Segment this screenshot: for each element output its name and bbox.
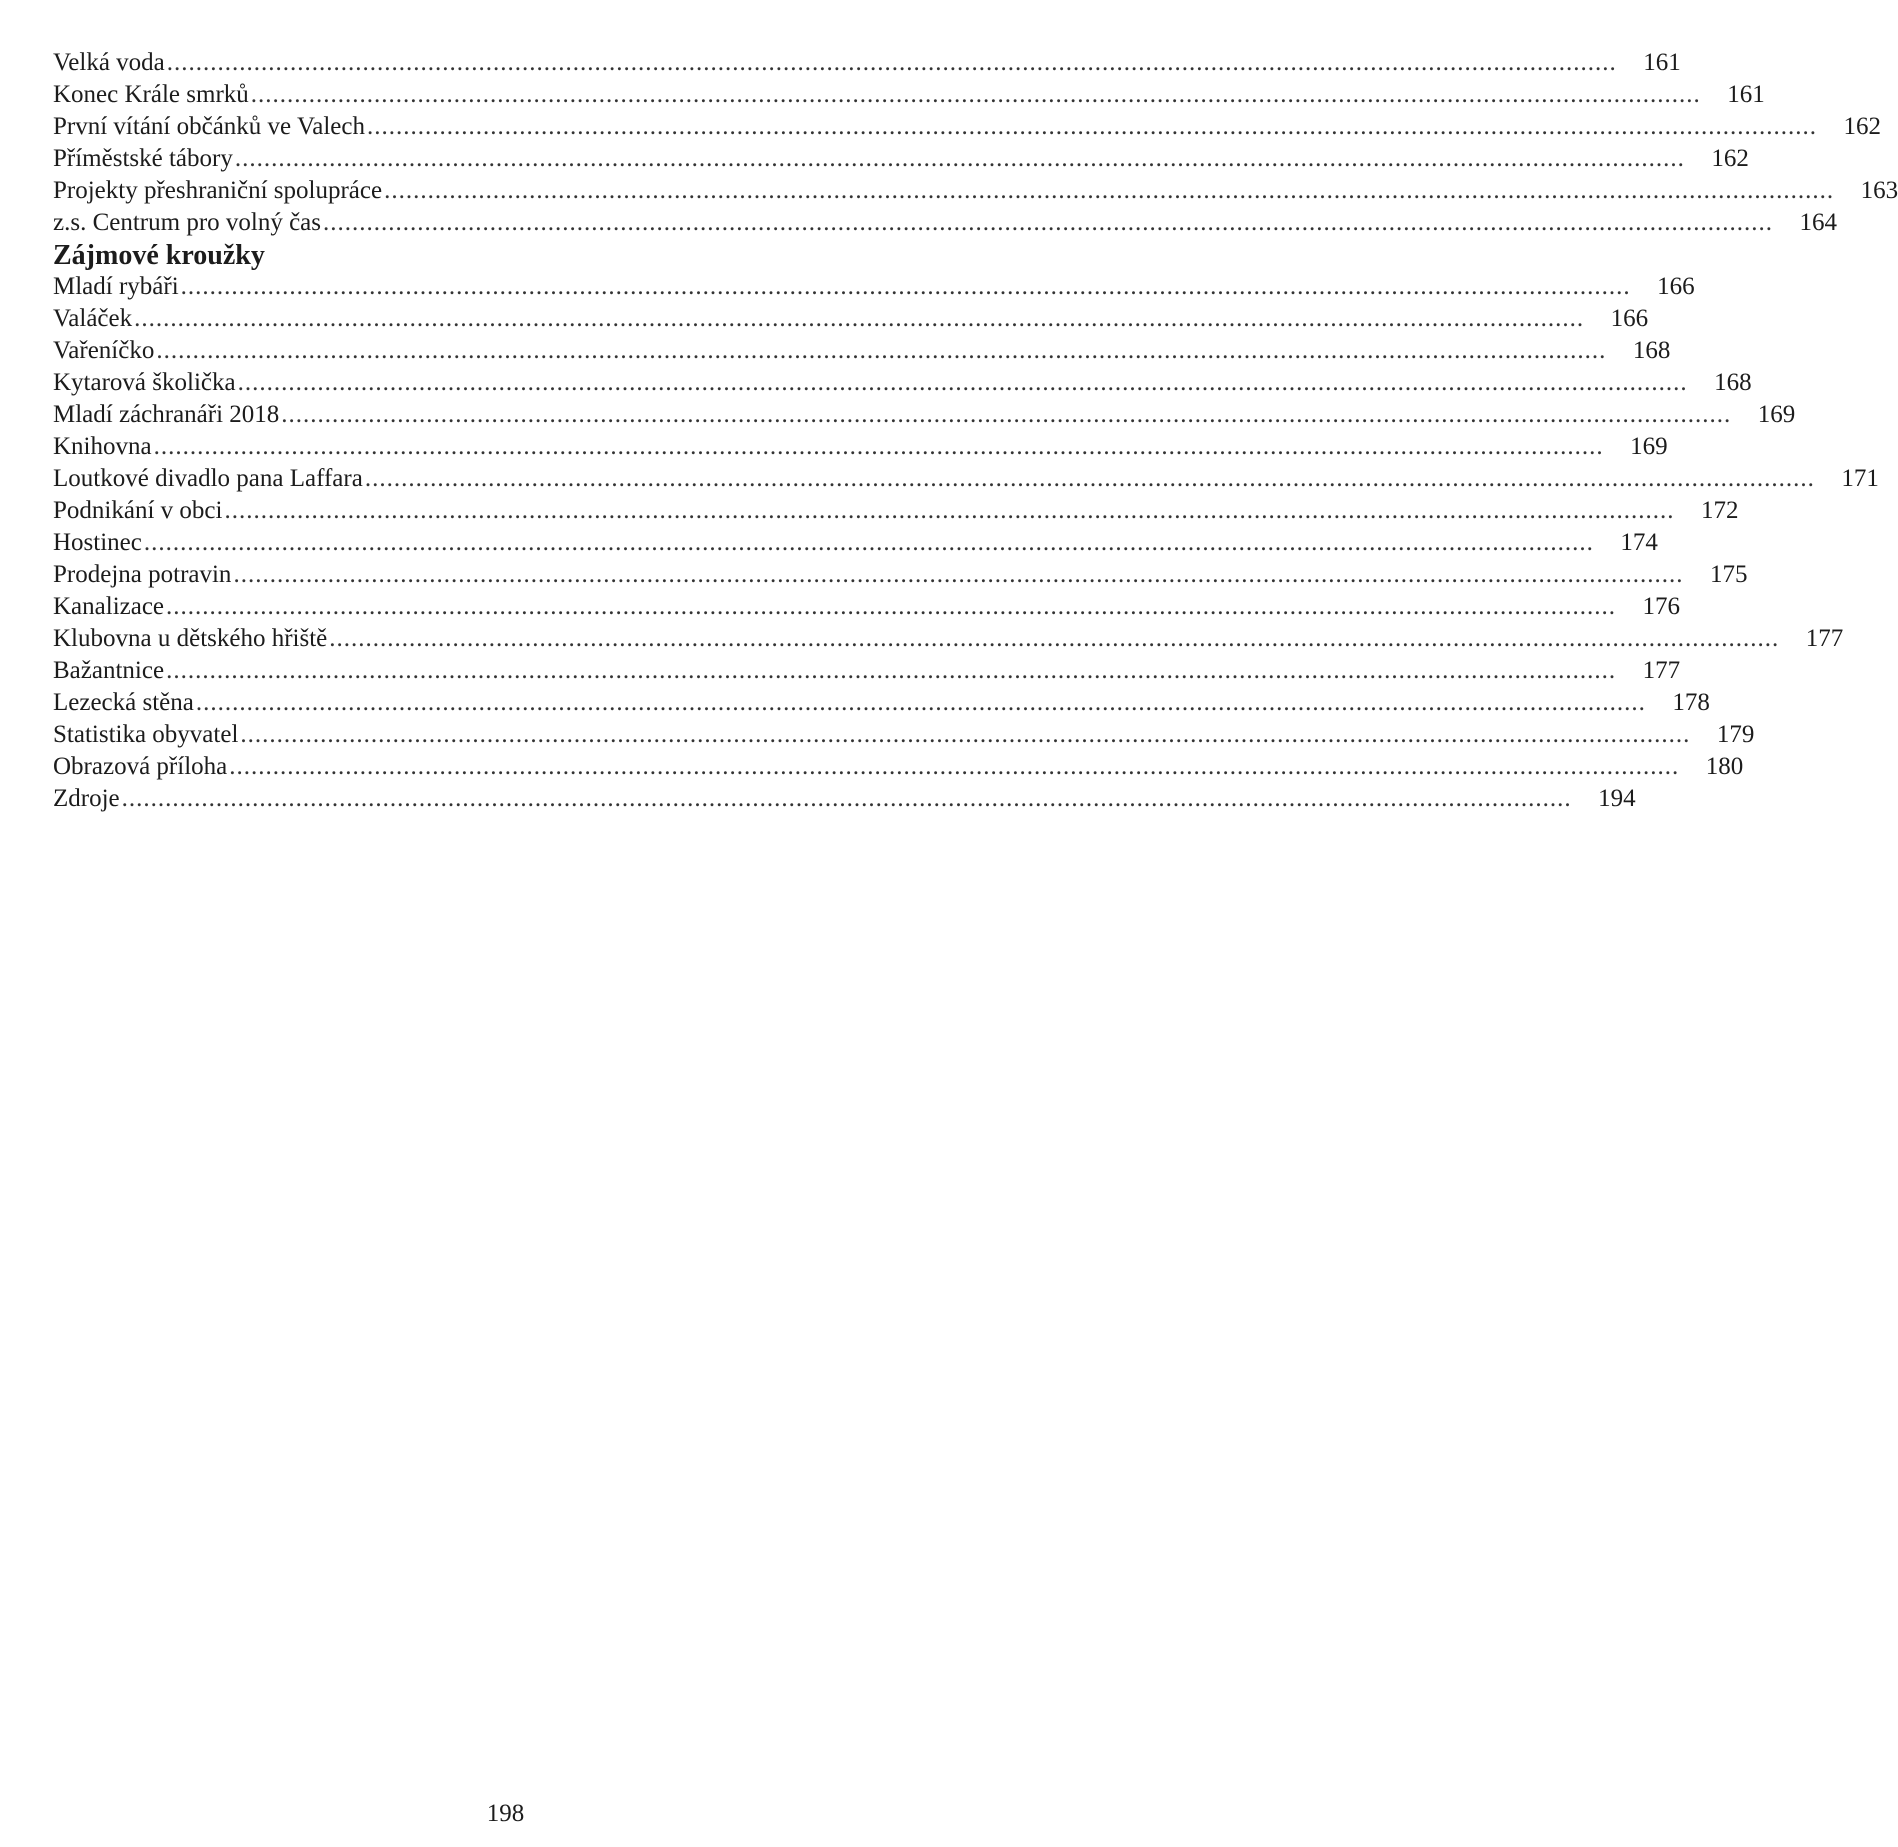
toc-entry — [53, 335, 1671, 367]
toc-entry-page: 164 — [1799, 209, 1838, 236]
toc-entry-page: 175 — [1709, 561, 1748, 588]
toc-entry-title: z.s. Centrum pro volný čas — [53, 209, 322, 236]
toc-entry — [53, 207, 1838, 239]
toc-entry — [53, 559, 1748, 591]
dot-leader: ........................................................................................................................................................................................................ — [234, 145, 1685, 172]
toc-entry-title: Knihovna — [53, 433, 152, 460]
toc-entry — [53, 175, 1898, 207]
dot-leader: ........................................................................................................................................................................................................ — [195, 689, 1646, 716]
toc-entry-title: Lezecká stěna — [53, 689, 194, 716]
dot-leader: ........................................................................................................................................................................................................ — [166, 593, 1617, 620]
page-number: 198 — [486, 1800, 525, 1827]
dot-leader: ........................................................................................................................................................................................................ — [166, 657, 1617, 684]
toc-entry-page: 177 — [1805, 625, 1844, 652]
toc-entry — [53, 495, 1739, 527]
dot-leader: ........................................................................................................................................................................................................ — [180, 273, 1631, 300]
toc-entry-page: 166 — [1657, 273, 1695, 300]
toc-entry-page: 174 — [1620, 529, 1658, 556]
toc-entry-page: 194 — [1598, 785, 1636, 812]
toc-entry — [53, 143, 1749, 175]
toc-entry — [53, 431, 1668, 463]
toc-entry-title: Klubovna u dětského hřiště — [53, 625, 328, 652]
toc-entry — [53, 751, 1744, 783]
toc-entry-title: Projekty přeshraniční spolupráce — [53, 177, 383, 204]
toc-entry-title: Loutkové divadlo pana Laffara — [53, 465, 363, 492]
toc-entry — [53, 303, 1649, 335]
toc-entry — [53, 463, 1879, 495]
table-of-contents — [53, 47, 1898, 815]
dot-leader: ........................................................................................................................................................................................................ — [364, 465, 1815, 492]
toc-entry-title: Příměstské tábory — [53, 145, 233, 172]
toc-entry — [53, 591, 1681, 623]
toc-entry-page: 161 — [1643, 49, 1681, 76]
toc-entry-page: 162 — [1843, 113, 1881, 140]
toc-entry-page: 172 — [1700, 497, 1739, 524]
toc-entry — [53, 79, 1765, 111]
toc-entry-page: 162 — [1711, 145, 1749, 172]
toc-entry — [53, 783, 1636, 815]
dot-leader: ........................................................................................................................................................................................................ — [281, 401, 1732, 428]
dot-leader: ........................................................................................................................................................................................................ — [233, 561, 1684, 588]
toc-entry — [53, 399, 1796, 431]
toc-entry-title: Valáček — [53, 305, 133, 332]
toc-entry-page: 166 — [1610, 305, 1649, 332]
toc-entry-page: 169 — [1757, 401, 1796, 428]
dot-leader: ........................................................................................................................................................................................................ — [229, 753, 1680, 780]
toc-entry-title: Vařeníčko — [53, 337, 155, 364]
dot-leader: ........................................................................................................................................................................................................ — [153, 433, 1604, 460]
toc-entry — [53, 271, 1695, 303]
toc-entry — [53, 47, 1681, 79]
dot-leader: ........................................................................................................................................................................................................ — [156, 337, 1607, 364]
toc-entry — [53, 623, 1844, 655]
toc-entry-page: 171 — [1841, 465, 1879, 492]
toc-entry-title: Zdroje — [53, 785, 120, 812]
toc-entry-page: 179 — [1716, 721, 1755, 748]
dot-leader: ........................................................................................................................................................................................................ — [240, 721, 1691, 748]
toc-entry-title: Statistika obyvatel — [53, 721, 239, 748]
toc-entry-page: 169 — [1630, 433, 1668, 460]
toc-entry-title: Prodejna potravin — [53, 561, 232, 588]
toc-entry-page: 176 — [1642, 593, 1681, 620]
toc-entry — [53, 719, 1755, 751]
dot-leader: ........................................................................................................................................................................................................ — [329, 625, 1780, 652]
toc-entry — [53, 367, 1752, 399]
toc-entry — [53, 655, 1681, 687]
dot-leader: ........................................................................................................................................................................................................ — [143, 529, 1594, 556]
toc-entry-page: 161 — [1727, 81, 1765, 108]
toc-entry-page: 178 — [1672, 689, 1710, 716]
toc-entry-title: Velká voda — [53, 49, 165, 76]
toc-entry-title: Konec Krále smrků — [53, 81, 249, 108]
toc-entry-title: Bažantnice — [53, 657, 165, 684]
section-heading: Zájmové kroužky — [53, 240, 265, 271]
dot-leader: ........................................................................................................................................................................................................ — [166, 49, 1617, 76]
toc-entry-title: Mladí záchranáři 2018 — [53, 401, 280, 428]
toc-entry-title: Obrazová příloha — [53, 753, 228, 780]
dot-leader: ........................................................................................................................................................................................................ — [323, 209, 1774, 236]
toc-entry-page: 163 — [1860, 177, 1898, 204]
toc-entry-title: Kytarová školička — [53, 369, 236, 396]
dot-leader: ........................................................................................................................................................................................................ — [384, 177, 1835, 204]
toc-entry-title: Podnikání v obci — [53, 497, 223, 524]
toc-entry — [53, 687, 1710, 719]
dot-leader: ........................................................................................................................................................................................................ — [134, 305, 1585, 332]
dot-leader: ........................................................................................................................................................................................................ — [121, 785, 1572, 812]
toc-entry-title: Kanalizace — [53, 593, 165, 620]
toc-entry-page: 180 — [1705, 753, 1744, 780]
toc-entry-title: Hostinec — [53, 529, 142, 556]
dot-leader: ........................................................................................................................................................................................................ — [224, 497, 1675, 524]
toc-entry — [53, 527, 1658, 559]
toc-entry-page: 168 — [1632, 337, 1671, 364]
toc-entry-title: První vítání občánků ve Valech — [53, 113, 365, 140]
dot-leader: ........................................................................................................................................................................................................ — [250, 81, 1701, 108]
dot-leader: ........................................................................................................................................................................................................ — [237, 369, 1688, 396]
dot-leader: ........................................................................................................................................................................................................ — [366, 113, 1817, 140]
toc-entry-title: Mladí rybáři — [53, 273, 179, 300]
toc-entry — [53, 111, 1881, 143]
toc-entry-page: 168 — [1714, 369, 1752, 396]
toc-entry-page: 177 — [1642, 657, 1681, 684]
